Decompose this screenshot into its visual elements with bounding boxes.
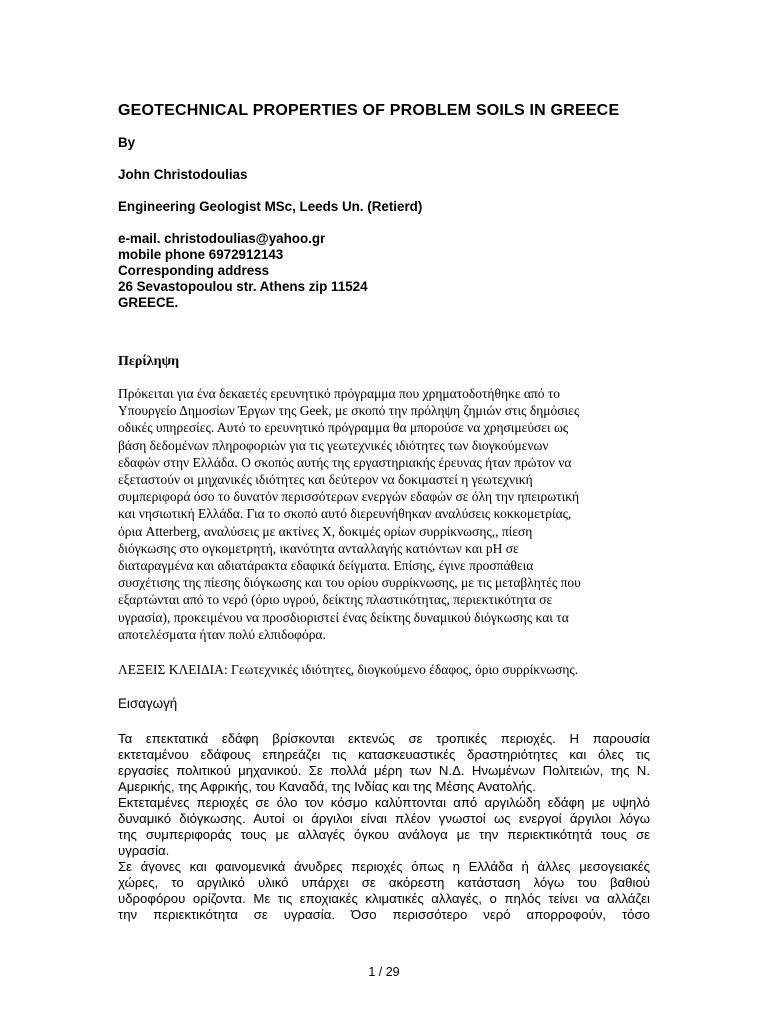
introduction-line: την περιεκτικότητα σε υγρασία. Όσο περισσότερο νερό απορροφούν, τόσο	[118, 907, 650, 923]
contact-email: e-mail. christodoulias@yahoo.gr	[118, 231, 326, 246]
contact-phone: mobile phone 6972912143	[118, 247, 284, 262]
introduction-line: υγρασία.	[118, 843, 170, 859]
abstract-line: διαταραγμένα και αδιατάρακτα εδαφικά δείγματα. Επίσης, έγινε προσπάθεια	[118, 558, 534, 574]
introduction-line: Αμερικής, της Αφρικής, του Καναδά, της Ινδίας και της Μέσης Ανατολής.	[118, 779, 536, 795]
introduction-line: δυναμικό διόγκωσης. Αυτοί οι άργιλοι είναι πλέον γνωστοί ως ενεργοί άργιλοι λόγω	[118, 811, 650, 827]
contact-block	[118, 231, 650, 311]
author-role: Engineering Geologist MSc, Leeds Un. (Retierd)	[118, 199, 423, 214]
introduction-line: εκτεταμένου εδάφους επηρεάζει τις κατασκευαστικές δραστηριότητες και όλες τις	[118, 747, 650, 763]
introduction-line: εργασίες πολιτικού μηχανικού. Σε πολλά μέρη των Ν.Δ. Ηνωμένων Πολιτειών, της Ν.	[118, 763, 650, 779]
abstract-line: εξεταστούν οι μηχανικές ιδιότητες και δεύτερον να δοκιμαστεί η γεωτεχνική	[118, 472, 533, 488]
abstract-line: υγρασία), προκειμένου να προσδιοριστεί ένας δείκτης δυναμικού διόγκωσης και τα	[118, 609, 569, 625]
introduction-paragraph	[118, 731, 650, 923]
introduction-line: Τα επεκτατικά εδάφη βρίσκονται εκτενώς σε τροπικές περιοχές. Η παρουσία	[118, 731, 650, 747]
abstract-line: εξαρτώνται από το νερό (όριο υγρού, δείκτης πλαστικότητας, περιεκτικότητα σε	[118, 592, 553, 608]
keywords-line: ΛΕΞΕΙΣ ΚΛΕΙΔΙΑ: Γεωτεχνικές ιδιότητες, διογκούμενο έδαφος, όριο συρρίκνωσης.	[118, 662, 579, 678]
address-label: Corresponding address	[118, 263, 270, 278]
introduction-heading: Εισαγωγή	[118, 696, 178, 712]
abstract-line: οδικές υπηρεσίες. Αυτό το ερευνητικό πρόγραμμα θα μπορούσε να χρησιμεύσει ως	[118, 420, 569, 436]
abstract-line: βάση δεδομένων πληροφοριών για τις γεωτεχνικές ιδιότητες των διογκούμενων	[118, 437, 549, 453]
abstract-line: αποτελέσματα ήταν πολύ ελπιδοφόρα.	[118, 626, 326, 642]
abstract-paragraph	[118, 385, 650, 643]
contact-country: GREECE.	[118, 295, 179, 310]
abstract-line: συμπεριφορά όσο το δυνατόν περισσότερων ενεργών εδαφών σε όλη την ηπειρωτική	[118, 489, 580, 505]
introduction-line: Σε άγονες και φαινομενικά άνυδρες περιοχές όπως η Ελλάδα ή άλλες μεσογειακές	[118, 859, 650, 875]
author-name: John Christodoulias	[118, 167, 248, 182]
abstract-line: όρια Atterberg, αναλύσεις με ακτίνες Χ, δοκιμές ορίων συρρίκνωσης,, πίεση	[118, 523, 533, 539]
abstract-heading: Περίληψη	[118, 354, 180, 369]
abstract-line: Πρόκειται για ένα δεκαετές ερευνητικό πρόγραμμα που χρηματοδοτήθηκε από το	[118, 386, 561, 401]
abstract-line: συσχέτισης της πίεσης διόγκωσης και του ορίου συρρίκνωσης, με τις μεταβλητές που	[118, 575, 581, 591]
introduction-line: χώρες, το αργιλικό υλικό υπάρχει σε ακόρεστη κατάσταση λόγω του βαθιού	[118, 875, 650, 891]
abstract-line: εδαφών στην Ελλάδα. Ο σκοπός αυτής της εργαστηριακής έρευνας ήταν πρώτον να	[118, 454, 572, 470]
introduction-line: Εκτεταμένες περιοχές σε όλο τον κόσμο καλύπτονται από αργιλώδη εδάφη με υψηλό	[118, 795, 650, 811]
abstract-line: διόγκωσης στο ογκομετρητή, ικανότητα ανταλλαγής κατιόντων και pH σε	[118, 540, 519, 556]
by-label: By	[118, 135, 136, 150]
contact-address: 26 Sevastopoulou str. Athens zip 11524	[118, 279, 368, 294]
introduction-line: της συμπεριφοράς τους με αλλαγές όγκου ανάλογα με την περιεκτικότητά τους σε	[118, 827, 650, 843]
abstract-line: και νησιωτική Ελλάδα. Για το σκοπό αυτό διερευνήθηκαν αναλύσεις κοκκομετρίας,	[118, 506, 572, 522]
page-number: 1 / 29	[368, 965, 400, 979]
abstract-line: Υπουργείο Δημοσίων Έργων της Geek, με σκοπό την πρόληψη ζημιών στις δημόσιες	[118, 403, 580, 419]
document-page	[118, 100, 650, 923]
document-title: GEOTECHNICAL PROPERTIES OF PROBLEM SOILS IN GREECE	[118, 102, 620, 119]
introduction-line: υδροφόρου ορίζοντα. Με τις εποχιακές κλιματικές αλλαγές, ο πηλός τείνει να αλλάζει	[118, 891, 650, 907]
